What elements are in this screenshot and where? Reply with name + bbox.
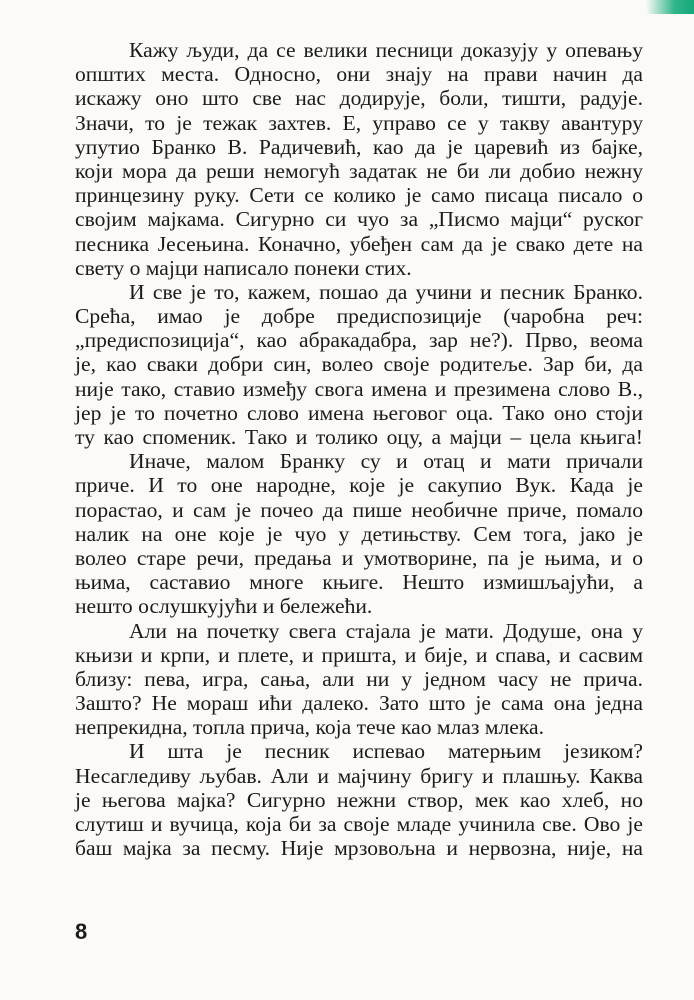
text-line: Несагледиву љубав. Али и мајчину бригу и плашњу. Каква [75, 763, 643, 788]
text-line: који мора да реши немогућ задатак не би ли добио нежну [75, 158, 643, 183]
page-number: 8 [75, 919, 88, 944]
text-line: ту као споменик. Тако и толико оцу, а мајци – цела књига! [75, 425, 643, 449]
text-line: песника Јесењина. Коначно, убеђен сам да је свако дете на [75, 231, 643, 256]
text-line: баш мајка за песму. Није мрзовољна и нервозна, није, на [75, 836, 643, 861]
text-line: Срећа, имао је добре предиспозиције (чаробна реч: [75, 304, 643, 329]
text-line: својим мајкама. Сигурно си чуо за „Писмо мајци“ руског [75, 207, 643, 232]
text-line: искажу оно што све нас додирује, боли, тишти, радује. [75, 86, 643, 111]
text-line: општих места. Односно, они знају на прави начин да [75, 62, 643, 87]
page-text [75, 38, 643, 860]
text-line: налик на оне које је чуо у детињству. Сем тога, јако је [75, 521, 643, 546]
text-line: приче. И то оне народне, које је сакупио Вук. Када је [75, 473, 643, 498]
text-line: Значи, то је тежак захтев. Е, управо се у такву авантуру [75, 110, 643, 135]
text-line: принцезину руку. Сети се колико је само писаца писало о [75, 183, 643, 208]
text-line: није тако, ставио између свога имена и презимена слово В., [75, 376, 643, 401]
text-line: књизи и крпи, и плете, и пришта, и бије, и спава, и сасвим [75, 642, 643, 667]
text-line: упутио Бранко В. Радичевић, као да је царевић из бајке, [75, 134, 643, 159]
text-line: Кажу људи, да се велики песници доказују у опевању [129, 38, 643, 62]
paragraph-5 [75, 739, 643, 860]
text-line: порастао, и сам је почео да пише необичне приче, помало [75, 497, 643, 522]
scan-edge-mark [646, 0, 694, 14]
text-line: волео старе речи, предања и умотворине, па је њима, и о [75, 545, 643, 570]
text-line: близу: пева, игра, сања, али ни у једном часу не прича. [75, 666, 643, 691]
text-line: И шта је песник испевао матерњим језиком? [129, 739, 643, 764]
text-line: непрекидна, топла прича, која тече као млаз млека. [75, 715, 545, 740]
paragraph-3 [75, 449, 643, 618]
text-line: И све је то, кажем, пошао да учини и песник Бранко. [129, 279, 643, 304]
text-line: слутиш и вучица, која би за своје младе учинила све. Ово је [75, 812, 643, 836]
text-line: „предиспозиција“, као абракадабра, зар не?). Прво, веома [75, 328, 643, 353]
text-line: Иначе, малом Бранку су и отац и мати причали [129, 449, 643, 474]
text-line: њима, саставио многе књиге. Нешто измишљајући, а [75, 570, 643, 595]
text-line: јер је то почетно слово имена његовог оца. Тако оно стоји [75, 400, 643, 425]
paragraph-1 [75, 38, 643, 280]
text-line: је његова мајка? Сигурно нежни створ, мек као хлеб, но [75, 787, 643, 812]
paragraph-2 [75, 280, 643, 449]
paragraph-4 [75, 619, 643, 740]
text-line: је, као сваки добри син, волео своје родитеље. Зар би, да [75, 352, 643, 377]
text-line: Зашто? Не мораш ићи далеко. Зато што је сама она једна [75, 691, 643, 716]
text-line: свету о мајци написало понеки стих. [75, 255, 412, 280]
text-line: нешто ослушкујући и бележећи. [75, 594, 373, 619]
text-line: Али на почетку свега стајала је мати. Додуше, она у [129, 618, 643, 643]
